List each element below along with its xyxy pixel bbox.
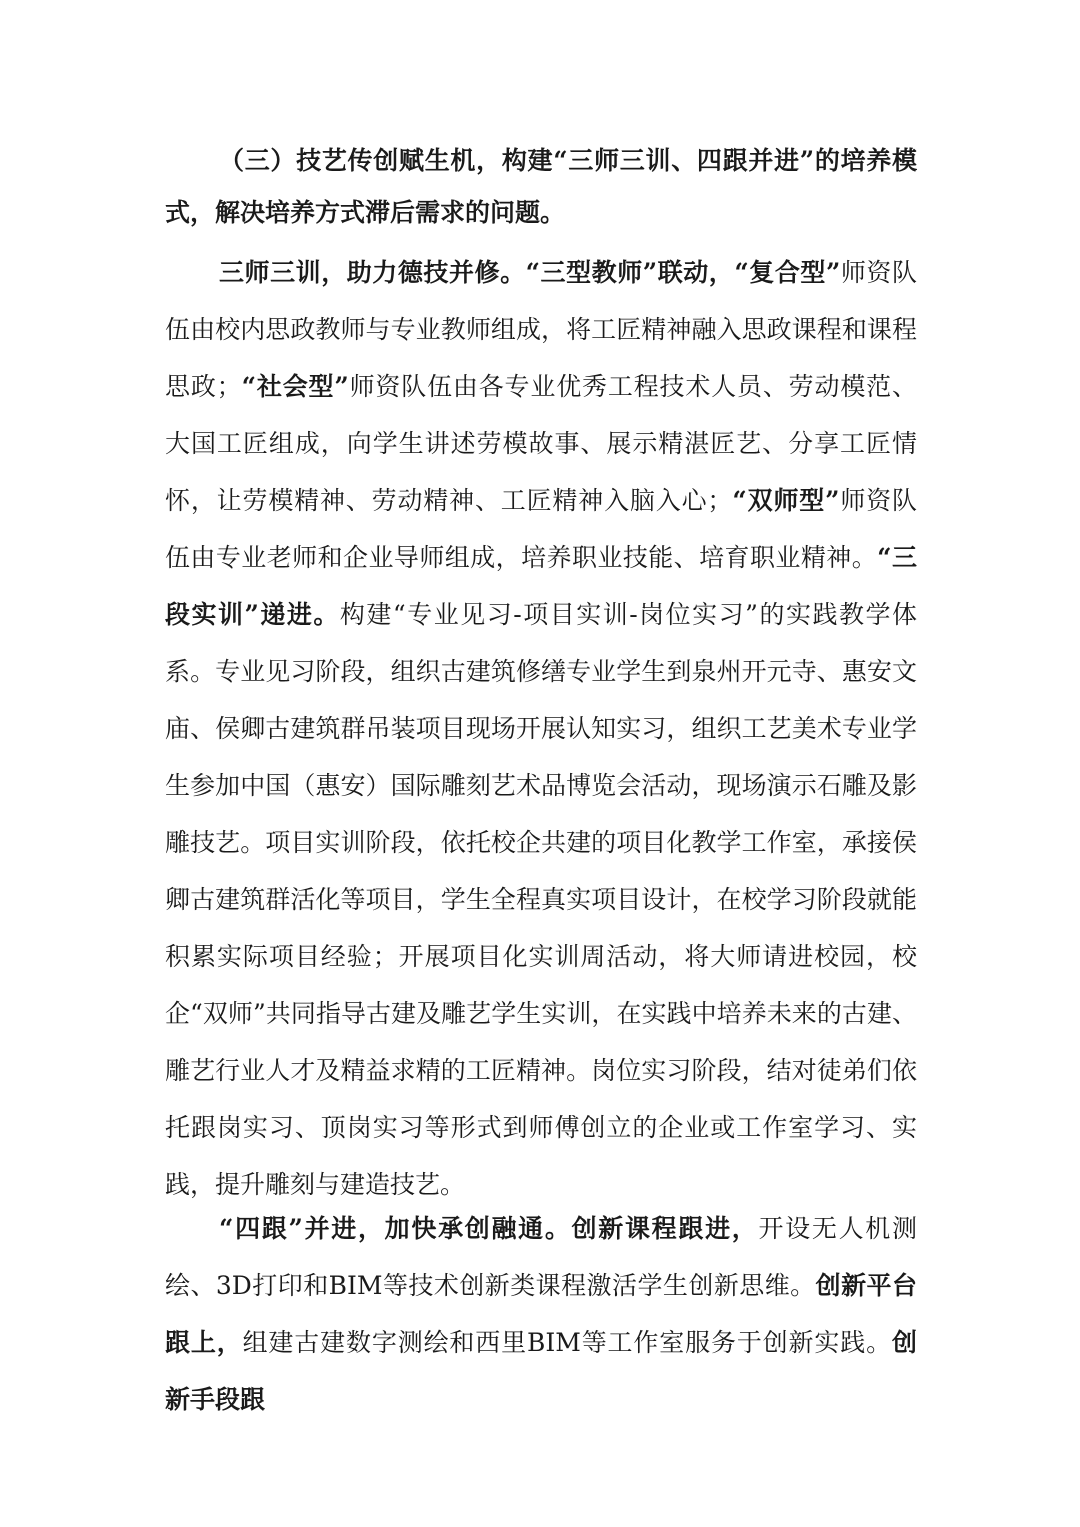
run: “四跟”并进，加快承创融通。创新课程跟进，	[219, 1214, 759, 1243]
run: “三型教师”联动，	[525, 258, 735, 287]
paragraph-sanshi-sanxun	[165, 244, 917, 1213]
run: 师资队伍由校内思政教师与专业教师组成，将工匠精神融入思政课程和课程思政；	[165, 258, 917, 401]
run: “三段实训”递进。	[165, 543, 917, 629]
paragraph-sigen-bingjin	[165, 1200, 917, 1428]
run: 构建“专业见习-项目实训-岗位实习”的实践教学体系。专业见习阶段，组织古建筑修缮专业学生到泉州开元寺、惠安文庙、侯卿古建筑群吊装项目现场开展认知实习，组织工艺美术专业学生参加中国（惠安）国际雕刻艺术品博览会活动，现场演示石雕及影雕技艺。项目实训阶段，依托校企共建的项目化教学工作室，承接侯卿古建筑群活化等项目，学生全程真实项目设计，在校学习阶段就能积累实际项目经验；开展项目化实训周活动，将大师请进校园，校企“双师”共同指导古建及雕艺学生实训，在实践中培养未来的古建、雕艺行业人才及精益求精的工匠精神。岗位实习阶段，结对徒弟们依托跟岗实习、顶岗实习等形式到师傅创立的企业或工作室学习、实践，提升雕刻与建造技艺。	[165, 600, 917, 1199]
run: 师资队伍由专业老师和企业导师组成，培养职业技能、培育职业精神。	[165, 486, 917, 572]
run: 创新平台跟上，	[165, 1271, 917, 1357]
run: “社会型”	[241, 372, 349, 401]
run: “双师型”	[732, 486, 840, 515]
run: “复合型”	[734, 258, 841, 287]
run: 组建古建数字测绘和西里BIM等工作室服务于创新实践。	[242, 1328, 892, 1357]
run: 开设无人机测绘、3D打印和BIM等技术创新类课程激活学生创新思维。	[165, 1214, 917, 1300]
run: 创新手段跟	[165, 1328, 917, 1414]
section-heading: （三）技艺传创赋生机，构建“三师三训、四跟并进”的培养模式，解决培养方式滞后需求的问题。	[165, 146, 917, 227]
run: 师资队伍由各专业优秀工程技术人员、劳动模范、大国工匠组成，向学生讲述劳模故事、展示精湛匠艺、分享工匠情怀，让劳模精神、劳动精神、工匠精神入脑入心；	[165, 372, 917, 515]
run: 三师三训，助力德技并修。	[219, 258, 526, 287]
